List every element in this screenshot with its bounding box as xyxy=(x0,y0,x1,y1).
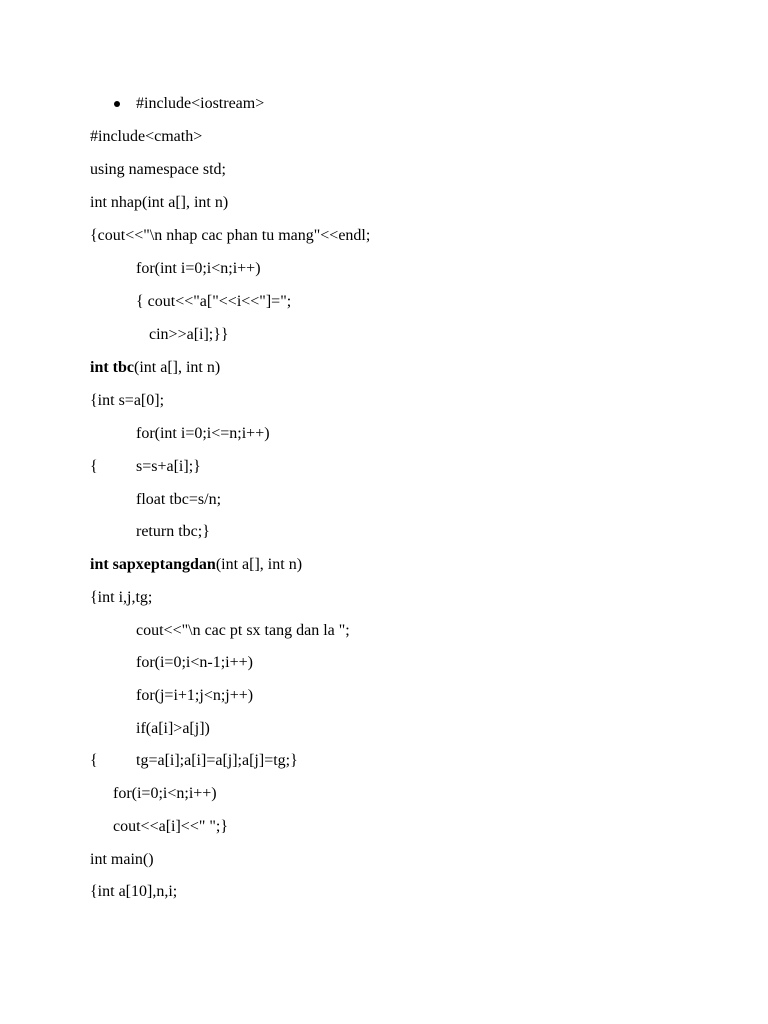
code-line: for(i=0;i<n;i++) xyxy=(113,785,217,802)
code-line: for(j=i+1;j<n;j++) xyxy=(136,687,254,704)
code-line: if(a[i]>a[j]) xyxy=(136,720,210,737)
code-line: tg=a[i];a[i]=a[j];a[j]=tg;} xyxy=(136,752,298,769)
code-line: #include<iostream> xyxy=(136,95,265,112)
code-line: return tbc;} xyxy=(136,523,210,540)
code-line: s=s+a[i];} xyxy=(136,458,201,475)
code-line: {int i,j,tg; xyxy=(90,589,153,606)
code-line: cout<<a[i]<<" ";} xyxy=(113,818,229,835)
code-line: for(int i=0;i<=n;i++) xyxy=(136,425,270,442)
code-brace: { xyxy=(90,458,98,475)
code-line: int nhap(int a[], int n) xyxy=(90,194,229,211)
function-params: (int a[], int n) xyxy=(134,359,221,376)
function-signature xyxy=(90,555,302,575)
code-line: using namespace std; xyxy=(90,161,226,178)
bullet-icon xyxy=(114,101,120,107)
function-params: (int a[], int n) xyxy=(215,556,303,573)
code-line: { cout<<"a["<<i<<"]="; xyxy=(136,293,292,310)
code-line: #include<cmath> xyxy=(90,128,203,145)
code-line: int main() xyxy=(90,851,154,868)
code-brace: { xyxy=(90,752,98,769)
code-line: cout<<"\n cac pt sx tang dan la "; xyxy=(136,622,350,639)
function-name: int tbc xyxy=(90,359,134,376)
code-line: {int s=a[0]; xyxy=(90,392,165,409)
code-line: float tbc=s/n; xyxy=(136,491,222,508)
code-line: {cout<<"\n nhap cac phan tu mang"<<endl; xyxy=(90,227,371,244)
function-name: int sapxeptangdan xyxy=(90,556,216,573)
code-line: {int a[10],n,i; xyxy=(90,883,178,900)
code-line: cin>>a[i];}} xyxy=(149,326,229,343)
code-line: for(int i=0;i<n;i++) xyxy=(136,260,261,277)
function-signature xyxy=(90,358,220,378)
code-line: for(i=0;i<n-1;i++) xyxy=(136,654,253,671)
